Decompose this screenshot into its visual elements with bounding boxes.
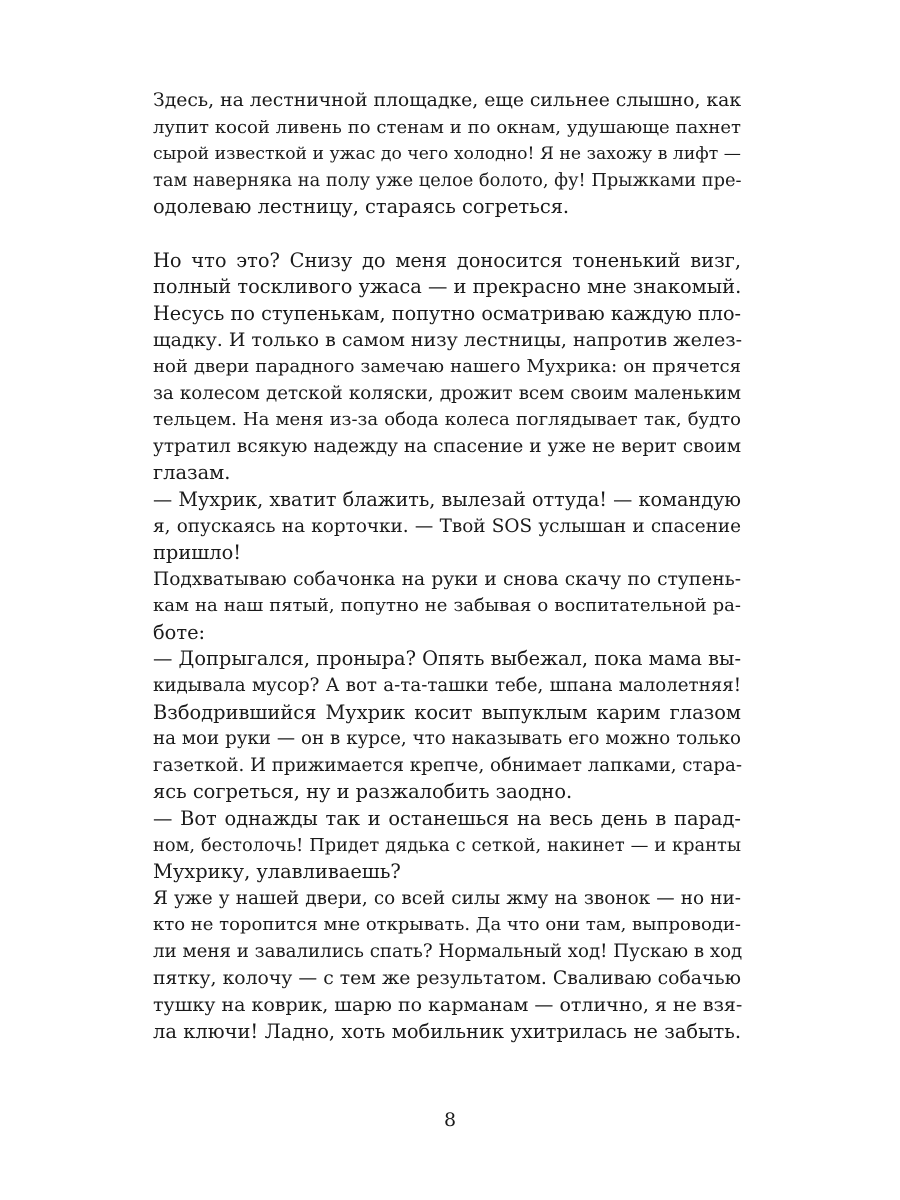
text-line: одолеваю лестницу, стараясь согреться.: [153, 195, 570, 219]
text-line: ной двери парадного замечаю нашего Мухрика: он прячется: [153, 355, 741, 377]
page-body-text: [153, 88, 741, 1045]
text-line: полный тоскливого ужаса — и прекрасно мне знакомый.: [153, 275, 742, 299]
text-line: боте:: [153, 620, 206, 644]
text-line: пришло!: [153, 541, 242, 565]
text-line: Здесь, на лестничной площадке, еще сильнее слышно, как: [153, 90, 742, 111]
paragraph-3: [153, 487, 741, 567]
text-line: Взбодрившийся Мухрик косит выпуклым карим глазом: [153, 700, 741, 724]
text-line: глазам.: [153, 461, 231, 485]
text-line: Я уже у нашей двери, со всей силы жму на звонок — но ни-: [153, 887, 741, 909]
text-line: — Мухрик, хватит блажить, вылезай оттуда! — командую: [153, 487, 741, 511]
text-line: Несусь по ступенькам, попутно осматриваю каждую пло-: [153, 301, 741, 325]
text-line: кидывала мусор? А вот а-та-ташки тебе, шпана малолетняя!: [153, 675, 741, 697]
paragraph-2: [153, 248, 741, 487]
paragraph-7: [153, 806, 741, 886]
text-line: газеткой. И прижимается крепче, обнимает лапками, стара-: [153, 754, 743, 776]
text-line: тушку на коврик, шарю по карманам — отлично, я не взя-: [153, 994, 743, 1017]
section-break: [153, 221, 741, 248]
text-line: тельцем. На меня из-за обода колеса поглядывает так, будто: [153, 409, 741, 431]
paragraph-1: [153, 88, 741, 221]
text-line: Но что это? Снизу до меня доносится тоненький визг,: [153, 248, 741, 272]
text-line: я, опускаясь на корточки. — Твой SOS услышан и спасение: [153, 515, 741, 537]
text-line: пятку, колочу — с тем же результатом. Сваливаю собачью: [153, 967, 741, 989]
paragraph-8: [153, 886, 741, 1046]
text-line: Мухрику, улавливаешь?: [153, 860, 401, 884]
text-line: Подхватываю собачонка на руки и снова скачу по ступень-: [153, 568, 741, 590]
text-line: — Вот однажды так и останешься на весь день в парад-: [153, 807, 741, 831]
text-line: за колесом детской коляски, дрожит всем своим маленьким: [153, 382, 741, 404]
text-line: ла ключи! Ладно, хоть мобильник ухитрилась не забыть.: [153, 1019, 741, 1043]
text-line: там наверняка на полу уже целое болото, фу! Прыжками пре-: [153, 169, 742, 191]
text-line: кам на наш пятый, попутно не забывая о воспитательной ра-: [153, 595, 741, 617]
text-line: — Допрыгался, проныра? Опять выбежал, пока мама вы-: [153, 647, 741, 671]
text-line: ясь согреться, ну и разжалобить заодно.: [153, 780, 573, 804]
paragraph-5: [153, 646, 741, 699]
text-line: лупит косой ливень по стенам и по окнам, удушающе пахнет: [153, 116, 741, 138]
text-line: ном, бестолочь! Придет дядька с сеткой, накинет — и кранты: [153, 834, 741, 856]
text-line: щадку. И только в самом низу лестницы, напротив желез-: [153, 329, 742, 352]
text-line: ли меня и завалились спать? Нормальный ход! Пускаю в ход: [153, 941, 743, 962]
text-line: сырой известкой и ужас до чего холодно! Я не захожу в лифт —: [153, 144, 741, 165]
text-line: на мои руки — он в курсе, что наказывать его можно только: [153, 728, 741, 750]
text-line: кто не торопится мне открывать. Да что они там, выпроводи-: [153, 914, 741, 936]
text-line: утратил всякую надежду на спасение и уже не верит своим: [153, 435, 741, 457]
page-number: 8: [443, 1109, 457, 1131]
paragraph-6: [153, 700, 741, 806]
paragraph-4: [153, 567, 741, 647]
